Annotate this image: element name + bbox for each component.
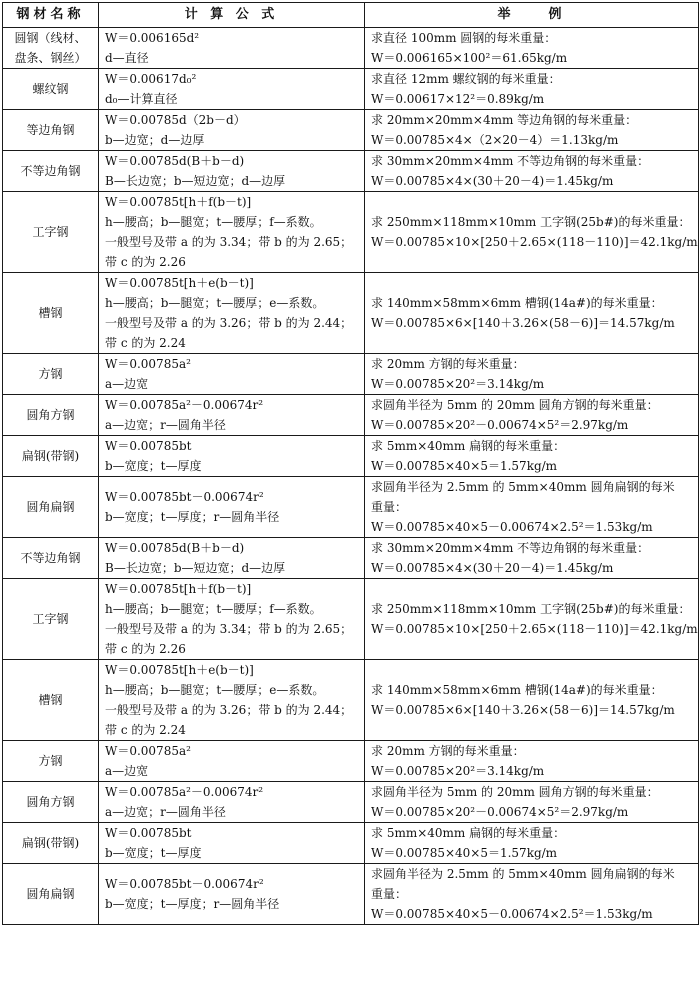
example-line: W＝0.00785×4×(30＋20－4)＝1.45kg/m [371,561,614,575]
example-line: W＝0.00785×20²＝3.14kg/m [371,764,545,778]
steel-name-line: 圆角扁钢 [26,500,75,514]
example-line: W＝0.00785×40×5＝1.57kg/m [371,459,558,473]
example-line: 求 20mm 方钢的每米重量： [371,744,525,758]
formula-cell [99,579,365,660]
formula-cell [99,782,365,823]
steel-name-cell [3,477,99,538]
formula-line: W＝0.00785a² [105,744,191,758]
example-cell [365,436,699,477]
formula-line: d—直径 [105,51,149,65]
example-line: W＝0.00785×10×[250＋2.65×(118－110)]＝42.1kg/m [371,235,698,249]
example-line: W＝0.00785×4×（2×20－4）＝1.13kg/m [371,133,619,147]
steel-name-line: 扁钢(带钢) [21,449,80,463]
steel-name-line: 不等边角钢 [20,551,81,565]
formula-line: W＝0.00785t[h＋f(b－t)] [105,195,252,209]
example-line: W＝0.006165×100²＝61.65kg/m [371,51,568,65]
header-formula: 计 算 公 式 [99,3,365,28]
example-line: W＝0.00785×20²－0.00674×5²＝2.97kg/m [371,805,629,819]
formula-cell [99,660,365,741]
formula-line: h—腰高；b—腿宽；t—腰厚；f—系数。 [105,602,322,616]
steel-name-line: 扁钢(带钢) [21,836,80,850]
formula-line: W＝0.00785a²－0.00674r² [105,785,264,799]
example-cell [365,395,699,436]
example-line: 求 140mm×58mm×6mm 槽钢(14a#)的每米重量： [371,296,663,310]
example-line: 求圆角半径为 5mm 的 20mm 圆角方钢的每米重量： [371,398,659,412]
formula-line: W＝0.00785a² [105,357,191,371]
formula-line: W＝0.00785t[h＋e(b－t)] [105,663,254,677]
example-line: 重量： [371,500,408,514]
example-cell [365,864,699,925]
steel-name-cell [3,538,99,579]
formula-cell [99,192,365,273]
formula-line: 一般型号及带 a 的为 3.26；带 b 的为 2.44； [105,316,353,330]
table-row [3,436,699,477]
formula-line: B—长边宽；b—短边宽；d—边厚 [105,561,286,575]
header-steel-name: 钢材名称 [3,3,99,28]
steel-name-cell [3,395,99,436]
steel-name-cell [3,782,99,823]
example-line: 求 140mm×58mm×6mm 槽钢(14a#)的每米重量： [371,683,663,697]
formula-line: b—宽度；t—厚度；r—圆角半径 [105,510,280,524]
formula-cell [99,741,365,782]
formula-cell [99,354,365,395]
steel-name-cell [3,660,99,741]
example-cell [365,69,699,110]
formula-cell [99,864,365,925]
steel-name-line: 圆角方钢 [26,408,75,422]
example-line: 求圆角半径为 2.5mm 的 5mm×40mm 圆角扁钢的每米 [371,867,675,881]
steel-name-line: 等边角钢 [26,123,75,137]
formula-cell [99,477,365,538]
example-cell [365,110,699,151]
steel-name-cell [3,69,99,110]
table-row [3,477,699,538]
example-line: 求 20mm 方钢的每米重量： [371,357,525,371]
example-cell [365,28,699,69]
steel-name-line: 圆角扁钢 [26,887,75,901]
table-row [3,538,699,579]
header-example: 举 例 [365,3,699,28]
formula-line: W＝0.00785bt－0.00674r² [105,490,264,504]
example-line: 求 30mm×20mm×4mm 不等边角钢的每米重量： [371,154,650,168]
example-cell [365,538,699,579]
formula-line: a—边宽 [105,377,149,391]
formula-line: W＝0.00785bt－0.00674r² [105,877,264,891]
steel-name-line: 不等边角钢 [20,164,81,178]
formula-line: W＝0.00785d（2b－d） [105,113,246,127]
formula-line: a—边宽；r—圆角半径 [105,418,226,432]
formula-line: W＝0.00785t[h＋f(b－t)] [105,582,252,596]
example-line: W＝0.00785×4×(30＋20－4)＝1.45kg/m [371,174,614,188]
example-line: 求 30mm×20mm×4mm 不等边角钢的每米重量： [371,541,650,555]
example-line: 求直径 100mm 圆钢的每米重量： [371,31,557,45]
table-row [3,354,699,395]
table-row [3,273,699,354]
table-row [3,579,699,660]
formula-cell [99,395,365,436]
steel-name-line: 螺纹钢 [32,82,69,96]
example-line: W＝0.00785×20²＝3.14kg/m [371,377,545,391]
formula-line: B—长边宽；b—短边宽；d—边厚 [105,174,286,188]
steel-name-cell [3,151,99,192]
steel-name-line: 方钢 [38,754,63,768]
table-row [3,69,699,110]
example-cell [365,782,699,823]
example-line: 求 5mm×40mm 扁钢的每米重量： [371,826,566,840]
steel-name-line: 槽钢 [38,693,63,707]
example-line: 求 20mm×20mm×4mm 等边角钢的每米重量： [371,113,638,127]
steel-weight-table [2,2,699,925]
example-line: 求 250mm×118mm×10mm 工字钢(25b#)的每米重量： [371,602,691,616]
steel-name-cell [3,192,99,273]
steel-name-cell [3,436,99,477]
header-row [3,3,699,28]
table-row [3,110,699,151]
formula-line: 带 c 的为 2.26 [105,255,186,269]
formula-line: 一般型号及带 a 的为 3.26；带 b 的为 2.44； [105,703,353,717]
example-line: 求直径 12mm 螺纹钢的每米重量： [371,72,561,86]
formula-cell [99,28,365,69]
formula-cell [99,273,365,354]
formula-line: W＝0.00617d₀² [105,72,197,86]
steel-name-cell [3,864,99,925]
example-cell [365,151,699,192]
example-line: W＝0.00785×20²－0.00674×5²＝2.97kg/m [371,418,629,432]
formula-cell [99,151,365,192]
steel-name-cell [3,28,99,69]
example-line: W＝0.00785×6×[140＋3.26×(58－6)]＝14.57kg/m [371,703,675,717]
example-line: W＝0.00785×40×5－0.00674×2.5²＝1.53kg/m [371,520,653,534]
example-line: W＝0.00785×40×5－0.00674×2.5²＝1.53kg/m [371,907,653,921]
steel-name-cell [3,110,99,151]
steel-name-cell [3,354,99,395]
steel-name-line: 方钢 [38,367,63,381]
steel-name-line: 盘条、钢丝） [14,51,87,65]
formula-line: W＝0.00785bt [105,439,192,453]
formula-line: 带 c 的为 2.24 [105,723,186,737]
formula-line: a—边宽 [105,764,149,778]
formula-line: W＝0.00785t[h＋e(b－t)] [105,276,254,290]
example-cell [365,477,699,538]
formula-cell [99,69,365,110]
example-line: W＝0.00785×40×5＝1.57kg/m [371,846,558,860]
steel-name-line: 圆钢（线材、 [14,31,87,45]
example-line: 求 250mm×118mm×10mm 工字钢(25b#)的每米重量： [371,215,691,229]
formula-line: W＝0.00785d(B＋b－d) [105,154,245,168]
table-row [3,395,699,436]
example-cell [365,741,699,782]
table-row [3,782,699,823]
formula-line: h—腰高；b—腿宽；t—腰厚；e—系数。 [105,683,325,697]
example-cell [365,273,699,354]
formula-cell [99,538,365,579]
table-row [3,151,699,192]
formula-cell [99,110,365,151]
table-row [3,741,699,782]
formula-line: W＝0.006165d² [105,31,200,45]
formula-line: 带 c 的为 2.26 [105,642,186,656]
steel-name-cell [3,579,99,660]
formula-cell [99,436,365,477]
steel-name-line: 槽钢 [38,306,63,320]
example-line: W＝0.00785×10×[250＋2.65×(118－110)]＝42.1kg/m [371,622,698,636]
example-cell [365,823,699,864]
steel-name-line: 圆角方钢 [26,795,75,809]
example-line: 求圆角半径为 2.5mm 的 5mm×40mm 圆角扁钢的每米 [371,480,675,494]
example-cell [365,192,699,273]
example-line: 求圆角半径为 5mm 的 20mm 圆角方钢的每米重量： [371,785,659,799]
example-line: 求 5mm×40mm 扁钢的每米重量： [371,439,566,453]
formula-line: b—宽度；t—厚度；r—圆角半径 [105,897,280,911]
steel-name-cell [3,273,99,354]
formula-line: d₀—计算直径 [105,92,178,106]
table-row [3,28,699,69]
formula-line: 一般型号及带 a 的为 3.34；带 b 的为 2.65； [105,622,353,636]
formula-line: h—腰高；b—腿宽；t—腰厚；e—系数。 [105,296,325,310]
example-line: W＝0.00785×6×[140＋3.26×(58－6)]＝14.57kg/m [371,316,675,330]
table-row [3,823,699,864]
formula-line: a—边宽；r—圆角半径 [105,805,226,819]
formula-line: W＝0.00785bt [105,826,192,840]
steel-name-line: 工字钢 [32,612,69,626]
formula-line: b—宽度；t—厚度 [105,459,202,473]
formula-line: h—腰高；b—腿宽；t—腰厚；f—系数。 [105,215,322,229]
formula-cell [99,823,365,864]
example-line: 重量： [371,887,408,901]
example-line: W＝0.00617×12²＝0.89kg/m [371,92,545,106]
table-row [3,864,699,925]
formula-line: W＝0.00785d(B＋b－d) [105,541,245,555]
formula-line: 带 c 的为 2.24 [105,336,186,350]
example-cell [365,660,699,741]
table-row [3,192,699,273]
table-row [3,660,699,741]
steel-name-line: 工字钢 [32,225,69,239]
formula-line: W＝0.00785a²－0.00674r² [105,398,264,412]
formula-line: b—边宽；d—边厚 [105,133,205,147]
steel-name-cell [3,823,99,864]
example-cell [365,354,699,395]
formula-line: 一般型号及带 a 的为 3.34；带 b 的为 2.65； [105,235,353,249]
example-cell [365,579,699,660]
steel-name-cell [3,741,99,782]
formula-line: b—宽度；t—厚度 [105,846,202,860]
